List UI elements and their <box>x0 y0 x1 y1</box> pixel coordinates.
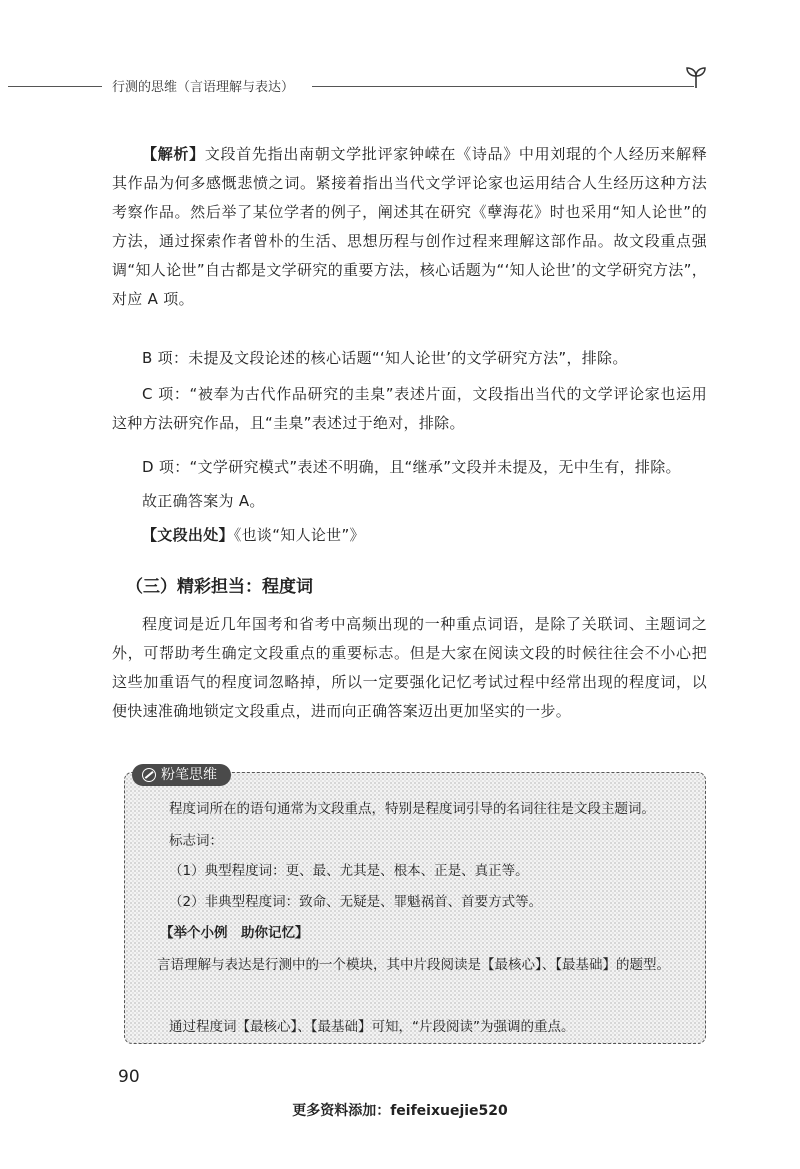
option-d <box>112 453 707 482</box>
tip-conclusion-text: 通过程度词【最核心】、【最基础】可知，“片段阅读”为强调的重点。 <box>169 1019 575 1035</box>
source-text: 《也谈“知人论世”》 <box>233 526 365 544</box>
section-body-text: 程度词是近几年国考和省考中高频出现的一种重点词语，是除了关联词、主题词之外，可帮助考生确定文段重点的重要标志。但是大家在阅读文段的时候往往会不小心把这些加重语气的程度词忽略掉，所以一定要强化记忆考试过程中经常出现的程度词，以便快速准确地锁定文段重点，进而向正确答案迈出更加坚实的一步。 <box>112 615 707 720</box>
analysis-paragraph <box>112 140 707 314</box>
analysis-text: 文段首先指出南朝文学批评家钟嵘在《诗品》中用刘琨的个人经历来解释其作品为何多感慨悲愤之词。紧接着指出当代文学评论家也运用结合人生经历这种方法考察作品。然后举了某位学者的例子，阐述其在研究《孽海花》时也采用“知人论世”的方法，通过探索作者曾朴的生活、思想历程与创作过程来理解这部作品。故文段重点强调“知人论世”自古都是文学研究的重要方法，核心话题为“‘知人论世’的文学研究方法”，对应 A 项。 <box>112 145 707 308</box>
tip-line-3-text: （1）典型程度词：更、最、尤其是、根本、正是、真正等。 <box>169 863 529 879</box>
section-title: （三）精彩担当：程度词 <box>126 577 313 597</box>
footer-note: 更多资料添加：feifeixuejie520 <box>292 1103 508 1119</box>
tip-example-text <box>130 952 694 978</box>
tip-badge <box>132 764 231 786</box>
page-number: 90 <box>118 1067 140 1087</box>
running-header: 行测的思维（言语理解与表达） <box>112 80 295 95</box>
tip-badge-label: 粉笔思维 <box>161 767 217 783</box>
option-c <box>112 380 707 438</box>
tip-example-label <box>160 920 712 946</box>
sprout-icon <box>683 64 709 90</box>
source-label: 【文段出处】 <box>142 526 234 544</box>
tip-line-3 <box>142 858 694 884</box>
section-body <box>112 610 707 726</box>
header-rule-right <box>312 86 694 87</box>
option-d-text: D 项：“文学研究模式”表述不明确，且“继承”文段并未提及，无中生有，排除。 <box>142 458 681 476</box>
tip-conclusion <box>142 1014 694 1040</box>
option-b-text: B 项：未提及文段论述的核心话题“‘知人论世’的文学研究方法”，排除。 <box>142 349 628 367</box>
tip-example-text-body: 言语理解与表达是行测中的一个模块，其中片段阅读是【最核心】、【最基础】的题型。 <box>157 957 670 973</box>
header-rule-left <box>8 86 102 87</box>
option-c-text: C 项：“被奉为古代作品研究的圭臬”表述片面，文段指出当代的文学评论家也运用这种方法研究作品，且“圭臬”表述过于绝对，排除。 <box>112 385 707 432</box>
leaf-icon <box>142 768 156 782</box>
tip-line-1 <box>142 796 694 822</box>
tip-line-4-text: （2）非典型程度词：致命、无疑是、罪魁祸首、首要方式等。 <box>169 894 543 910</box>
tip-line-2-text: 标志词： <box>169 833 223 849</box>
source <box>112 521 707 550</box>
answer <box>112 487 707 516</box>
tip-example-label-text: 【举个小例 助你记忆】 <box>160 925 309 941</box>
answer-text: 故正确答案为 A。 <box>142 492 265 510</box>
tip-line-4 <box>142 889 694 915</box>
analysis-label: 【解析】 <box>142 145 205 163</box>
tip-line-1-text: 程度词所在的语句通常为文段重点，特别是程度词引导的名词往往是文段主题词。 <box>169 801 655 817</box>
option-b <box>112 344 707 373</box>
tip-line-2 <box>142 828 694 854</box>
